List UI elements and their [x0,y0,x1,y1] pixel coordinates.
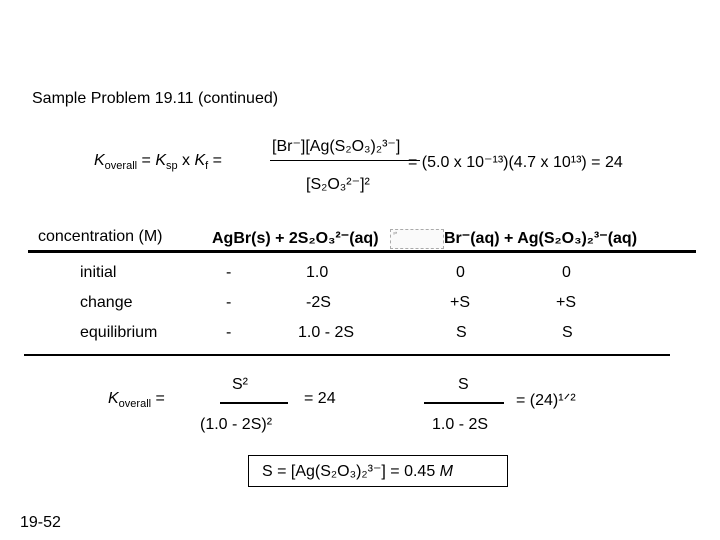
ksp-subscript: sp [165,160,178,173]
footer-rule [24,354,670,356]
k-overall-solve [108,390,165,411]
equilibrium-arrow-icon: ⇌ [390,229,444,249]
cell-equilibrium-thiosulfate: 1.0 - 2S [298,324,355,341]
cell-initial-agbr: - [226,264,232,281]
solve-equals: = [151,390,165,407]
k-numerator: [Br⁻][Ag(S₂O₃)₂³⁻] [272,138,401,155]
cell-initial-bromide: 0 [456,264,465,281]
equation-products: Br⁻(aq) + Ag(S₂O₃)₂³⁻(aq) [444,230,638,247]
frac2-bar [424,402,504,404]
k-result: = (5.0 x 10⁻¹³)(4.7 x 10¹³) = 24 [408,154,623,171]
row-label-change: change [80,294,133,311]
frac1-numerator: S² [232,376,248,393]
header-rule [28,250,696,253]
cell-initial-thiosulfate: 1.0 [306,264,329,281]
k-overall-expression [94,152,223,173]
ksp-symbol: K [155,152,166,169]
slide-title: Sample Problem 19.11 (continued) [32,90,279,107]
row-label-equilibrium: equilibrium [80,324,158,341]
k-overall-solve-symbol: K [108,390,119,407]
answer-unit: M [439,463,453,480]
answer-text [262,461,453,481]
equals-24: = 24 [304,390,336,407]
cell-equilibrium-agbr: - [226,324,232,341]
kf-subscript: f [205,160,209,173]
cell-change-bromide: +S [450,294,471,311]
equals-sign-2: = [208,152,223,169]
equation-reactants: AgBr(s) + 2S₂O₃²⁻(aq) [212,230,379,247]
k-overall-subscript: overall [104,160,138,173]
cell-change-agbr: - [226,294,232,311]
times-sign: x [177,152,195,169]
cell-equilibrium-complex: S [562,324,573,341]
square-root-result: = (24)¹ᐟ² [516,392,576,409]
cell-change-complex: +S [556,294,577,311]
k-overall-solve-subscript: overall [118,398,152,411]
fraction-bar [270,160,420,161]
frac2-denominator: 1.0 - 2S [432,416,489,433]
equals-sign: = [137,152,156,169]
frac1-bar [220,402,288,404]
row-label-initial: initial [80,264,117,281]
cell-equilibrium-bromide: S [456,324,467,341]
cell-initial-complex: 0 [562,264,571,281]
slide-number: 19-52 [20,514,61,531]
k-denominator: [S₂O₃²⁻]² [306,176,370,193]
cell-change-thiosulfate: -2S [306,294,331,311]
kf-symbol: K [194,152,206,169]
table-header-label: concentration (M) [38,228,163,245]
frac1-denominator: (1.0 - 2S)² [200,416,273,433]
answer-expression: S = [Ag(S₂O₃)₂³⁻] = 0.45 [262,463,440,480]
frac2-numerator: S [458,376,469,393]
k-overall-symbol: K [94,152,105,169]
